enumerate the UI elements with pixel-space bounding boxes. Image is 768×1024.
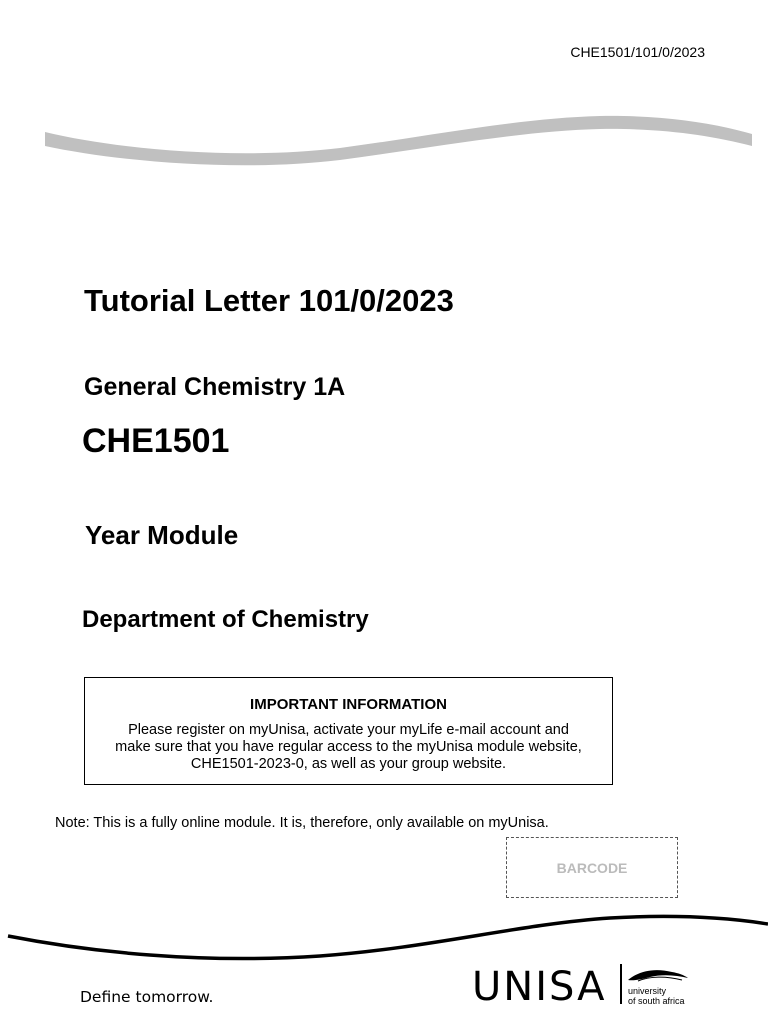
barcode-label: BARCODE bbox=[556, 859, 628, 876]
logo-divider bbox=[620, 964, 622, 1004]
online-module-note: Note: This is a fully online module. It is, therefore, only available on myUnisa. bbox=[55, 815, 549, 831]
module-code: CHE1501 bbox=[82, 422, 230, 460]
important-information-body: Please register on myUnisa, activate your myLife e-mail account and make sure that you have regular access to the myUnisa module website, CHE1501-2023-0, as well as your group website. bbox=[115, 722, 582, 772]
unisa-logo bbox=[472, 960, 702, 1010]
barcode-placeholder bbox=[506, 837, 678, 898]
module-name: General Chemistry 1A bbox=[84, 373, 346, 401]
unisa-tagline: Define tomorrow. bbox=[80, 988, 214, 1006]
document-reference: CHE1501/101/0/2023 bbox=[570, 44, 705, 60]
unisa-logo-subtext: university of south africa bbox=[628, 986, 685, 1006]
module-type: Year Module bbox=[85, 520, 239, 550]
important-information-heading: IMPORTANT INFORMATION bbox=[250, 696, 447, 713]
unisa-bird-icon bbox=[626, 966, 690, 984]
unisa-logo-wordmark: UNISA bbox=[472, 964, 607, 1010]
top-swoosh-decoration bbox=[0, 110, 768, 170]
department-name: Department of Chemistry bbox=[82, 606, 369, 633]
tutorial-letter-title: Tutorial Letter 101/0/2023 bbox=[84, 283, 454, 318]
important-information-box bbox=[84, 677, 613, 785]
